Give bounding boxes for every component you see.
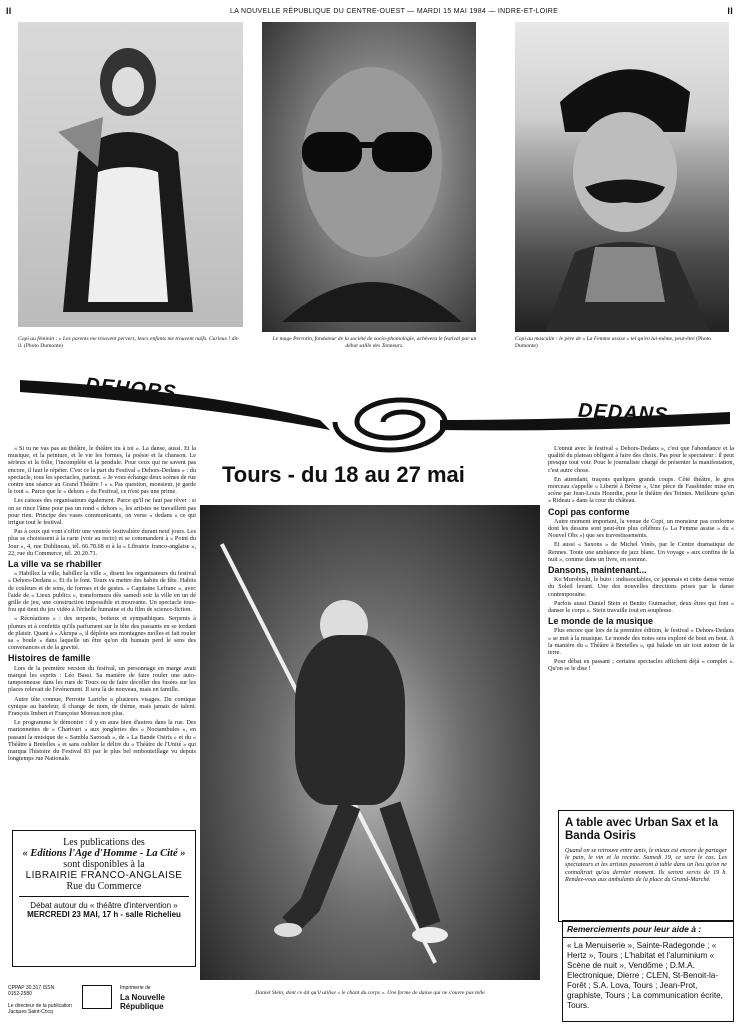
paragraph: Les caisses des organisateurs également. Parce qu'il ne faut pas rêver : si on se rince l'âme pour pas un rond « dehors », les artistes ne travaillent pas pour rien. Principe des vases communicants, on verse « dedans » ce qui irrigue tout le festival. — [8, 497, 196, 527]
lib-debate-date: MERCREDI 23 MAI, 17 h - salle Richelieu — [27, 910, 181, 919]
photo-daniel-stein-dancer — [200, 505, 540, 980]
banner-dedans: DEDANS — [577, 399, 669, 427]
union-logo-icon — [82, 985, 112, 1009]
page-number-left: II — [6, 6, 12, 16]
box-title: A table avec Urban Sax et la Banda Osiris — [565, 817, 718, 842]
thanks-text: « La Menuiserie », Sainte-Radegonde ; « Hertz », Tours ; L'habitat et l'aluminium « Scène de nuit », Vendôme ; D.M.A. Electronique, Dierre ; CLEN, St-Benoit-la-Forêt ; S.A. Lova, Tours ; Jean-Prot, graphiste, Tours ; La communication écrite, Tours. — [567, 941, 723, 1010]
paragraph: Ko Murobushi, le buto : indissociables, ce japonais et cette danse venue du Soleil levant. Une des nouvelles directions prises par la danse contemporaine. — [548, 576, 734, 598]
paragraph: « Si tu ne vas pas au théâtre, le théâtre ira à toi ». La danse, aussi. Et la musique, et la peinture, et le vie les formes, la poésie et la chanson. Le sérieux et la folie, l'incomplète et la pendule. Pour ceux qui ne savent pas encore, il faut le répéter. C'est ce la part du Festival « Dehors-Dedans » : du spectacle, tous les spectacles, partout. « Je vous échange deux scènes de rue contre une séance au Grand Théâtre ! » « Pas question, monsieur, je garde le tout ». Parce que le « dehors » du Festival, ce n'est pas une prime. — [8, 445, 196, 496]
paragraph: Plus encore que lors de la première édition, le festival « Dehors-Dedans » se met à la musique. Le monde des notes sera exploré de bout en bout. A la manière du « Théâtre à Bretelles », qui balade un air tout autour de la terre. — [548, 627, 734, 657]
library-advert-box — [12, 830, 196, 967]
photo-caption-1: Copi au féminin : « Les parents me trouvent pervers, leurs enfants me trouvent naïfs. Curieux ! dit-il. (Photo Dumonte) — [18, 336, 240, 349]
photo-copi-masculine — [515, 22, 729, 332]
photo-mage-perrotin — [262, 22, 476, 332]
paragraph: L'ennui avec le festival « Dehors-Dedans », c'est que l'abondance et la qualité du plateau obligent à faire des choix. Pas pour le spectateur : il peut presque tout voir. Pour le journaliste chargé de présenter la manifestation, c'est autre chose. — [548, 445, 734, 474]
page-number-right: II — [727, 6, 733, 16]
paragraph: Autre tête connue, Perrotte Lariche a plusieurs visages. Du comique cynique au bateleur, il change de nom, de thème, mais jamais de talent. François Imbert et Françoise Moreau non plus. — [8, 695, 196, 717]
newspaper-logo: La Nouvelle République — [120, 993, 165, 1011]
page-header — [0, 6, 741, 20]
paragraph: Et aussi « Saxons » de Michel Vinès, par le Centre dramatique de Rennes. Toute une ambiance de jazz blanc. Un voyage « aux confins de la nuit », comme dans un livre, en somme. — [548, 541, 734, 563]
lib-publisher: « Editions l'Age d'Homme - La Cité » — [22, 848, 186, 859]
paragraph: En attendant, traçons quelques grands coups. Côté théâtre, le gros morceau s'appelle « Liberté à Brême », Une pièce de Fassbinder mise en scène par Jean-Louis Hourdin, pour le théâtre des Teintes. Meilleure qu'un « Rideau » dans la cour du château. — [548, 475, 734, 505]
subheading: Le monde de la musique — [548, 616, 654, 627]
photo-caption-3: Copi au masculin : le père de « La Femme assise » tel qu'en lui-même, peut-être (Photo Dumonte) — [515, 336, 712, 349]
footer-cppap: CPPAP 30.317 ISSN 0152-2580 — [8, 985, 55, 997]
paragraph: Pour débat en passant ; certains spectacles affichent déjà « complet ». Qu'on se le dise ! — [548, 658, 734, 673]
paragraph: Lors de la première version du festival, un personnage en marge avait marqué les esprits : Léo Bassi. Sa manière de faire rouler une auto-tamponneuse dans les rues de Tours ou de faire décoller des fusées sur les places relevait de l'événement. Il sera là de nouveau, mais en famille. — [8, 664, 196, 694]
lib-line: sont disponibles à la — [63, 859, 145, 870]
paragraph: Le programme le démontre : il y en aura bien d'autres dans la rue. Des marionnettes de « Charivari » aux jongleries des « Noctambules », en passant la musique de « Sambla Sarooah », de « La Bande Osiris » et du « Théâtre à Bretelles » et sans oublier le délire du « Théâtre de l'Unité » qui marqua l'histoire du Festival 83 par le plus bel embouteillage vu depuis longtemps rue Nationale. — [8, 719, 196, 763]
subheading: Copi pas conforme — [548, 506, 630, 517]
article-right-column — [548, 445, 734, 810]
lib-line: Les publications des — [63, 837, 145, 848]
urban-sax-box — [558, 810, 734, 922]
box-text: Quand on se retrouve entre amis, le mieux est encore de partager le pain, le vin et la recette. Samedi 19, ce sera le cas. Les spectateurs et les artistes passeront à table dans un lieu qu'on ne connaîtrait qu'au dernier moment. Ils seront servis de 19 h. Rendez-vous aux ambulants de la place du Grand-Marché. — [565, 847, 727, 883]
paragraph: Parfois aussi Daniel Stein et Benito Gutmacher, deux êtres qui font « danser le corps ». Stein travaille tout en souplesse. — [548, 599, 734, 615]
masthead: LA NOUVELLE RÉPUBLIQUE DU CENTRE-OUEST — MARDI 15 MAI 1984 — INDRE-ET-LOIRE — [230, 8, 559, 15]
paragraph: « Habillez la ville, habillez la ville », disent les organisateurs du festival « Dehors-Dedans ». Et ils le font. Tours va mettre des habits de fête. Habits de couleurs et de sons, de formes et de gestes. « Capitaine Lefranc », avec l'aide de « Lieux publics », transformera dès samedi soir la ville en un dé grille de jeu, une construction impossible et mouvante. Un spectacle tous-fou qui tient du jeu vidéo à l'échelle humaine et du film de science-fiction. — [8, 570, 196, 614]
paragraph: Pas à ceux qui vont s'offrir une ventrée festivalière durant neuf jours. Les plus se choisissent à la carte (voir au recto) et se commandent à « Point du Jour », 4, rue Dublineau, tél. 66.78.68 et à la « Librairie franco-anglaise », 22, rue du Commerce, tél. 20.20.71. — [8, 528, 196, 557]
subheading: Histoires de famille — [8, 653, 91, 664]
thanks-title: Remerciements pour leur aide à : — [563, 921, 733, 938]
lib-debate: Débat autour du « théâtre d'intervention » — [30, 901, 178, 910]
lib-store-name: LIBRAIRIE FRANCO-ANGLAISE — [25, 870, 183, 881]
footer-director: Le directeur de la publication Jacques Saint-Cricq — [8, 1003, 72, 1015]
paragraph: Autre moment important, la venue de Copi, un monsieur pas conforme dont les dessins sont peut-être plus célèbres (« La Femme assise » du « Nouvel Obs ») que ses travestissements. — [548, 517, 734, 540]
photo-copi-feminine — [18, 22, 243, 327]
footer-printer: Imprimerie de — [120, 985, 151, 991]
banner-dehors: DEHORS — [84, 374, 178, 404]
thanks-box — [562, 920, 734, 1022]
lib-address: Rue du Commerce — [66, 881, 142, 892]
photo-caption-2: Le mage Perrotin, fondateur de la société de socio-phomologie, achèvera le festival par un débat sallle des Tanneurs. — [272, 336, 477, 349]
subheading: Dansons, maintenant... — [548, 565, 647, 576]
paragraph: « Récréations » : des serpents, boiteux et sympathiques. Serpents à plumes et à confettis qu'ils parfument sur le tête des passants en se tordant de plaisir. Quant à « Akrupa », il déploie ses montagnes molles et fait rouler sa « boule » dans laquelle un être qu'on dit humain perd le sens des convenances et de la gravité. — [8, 615, 196, 652]
headline-dates: Tours - du 18 au 27 mai — [222, 462, 465, 487]
center-photo-caption: Daniel Stein, dont ce dit qu'il utilise « le chant du corps ». Une forme de danse qui ne s'ouvre pas telle — [255, 990, 485, 996]
subheading: La ville va se rhabiller — [8, 559, 102, 570]
article-left-column — [8, 445, 196, 830]
